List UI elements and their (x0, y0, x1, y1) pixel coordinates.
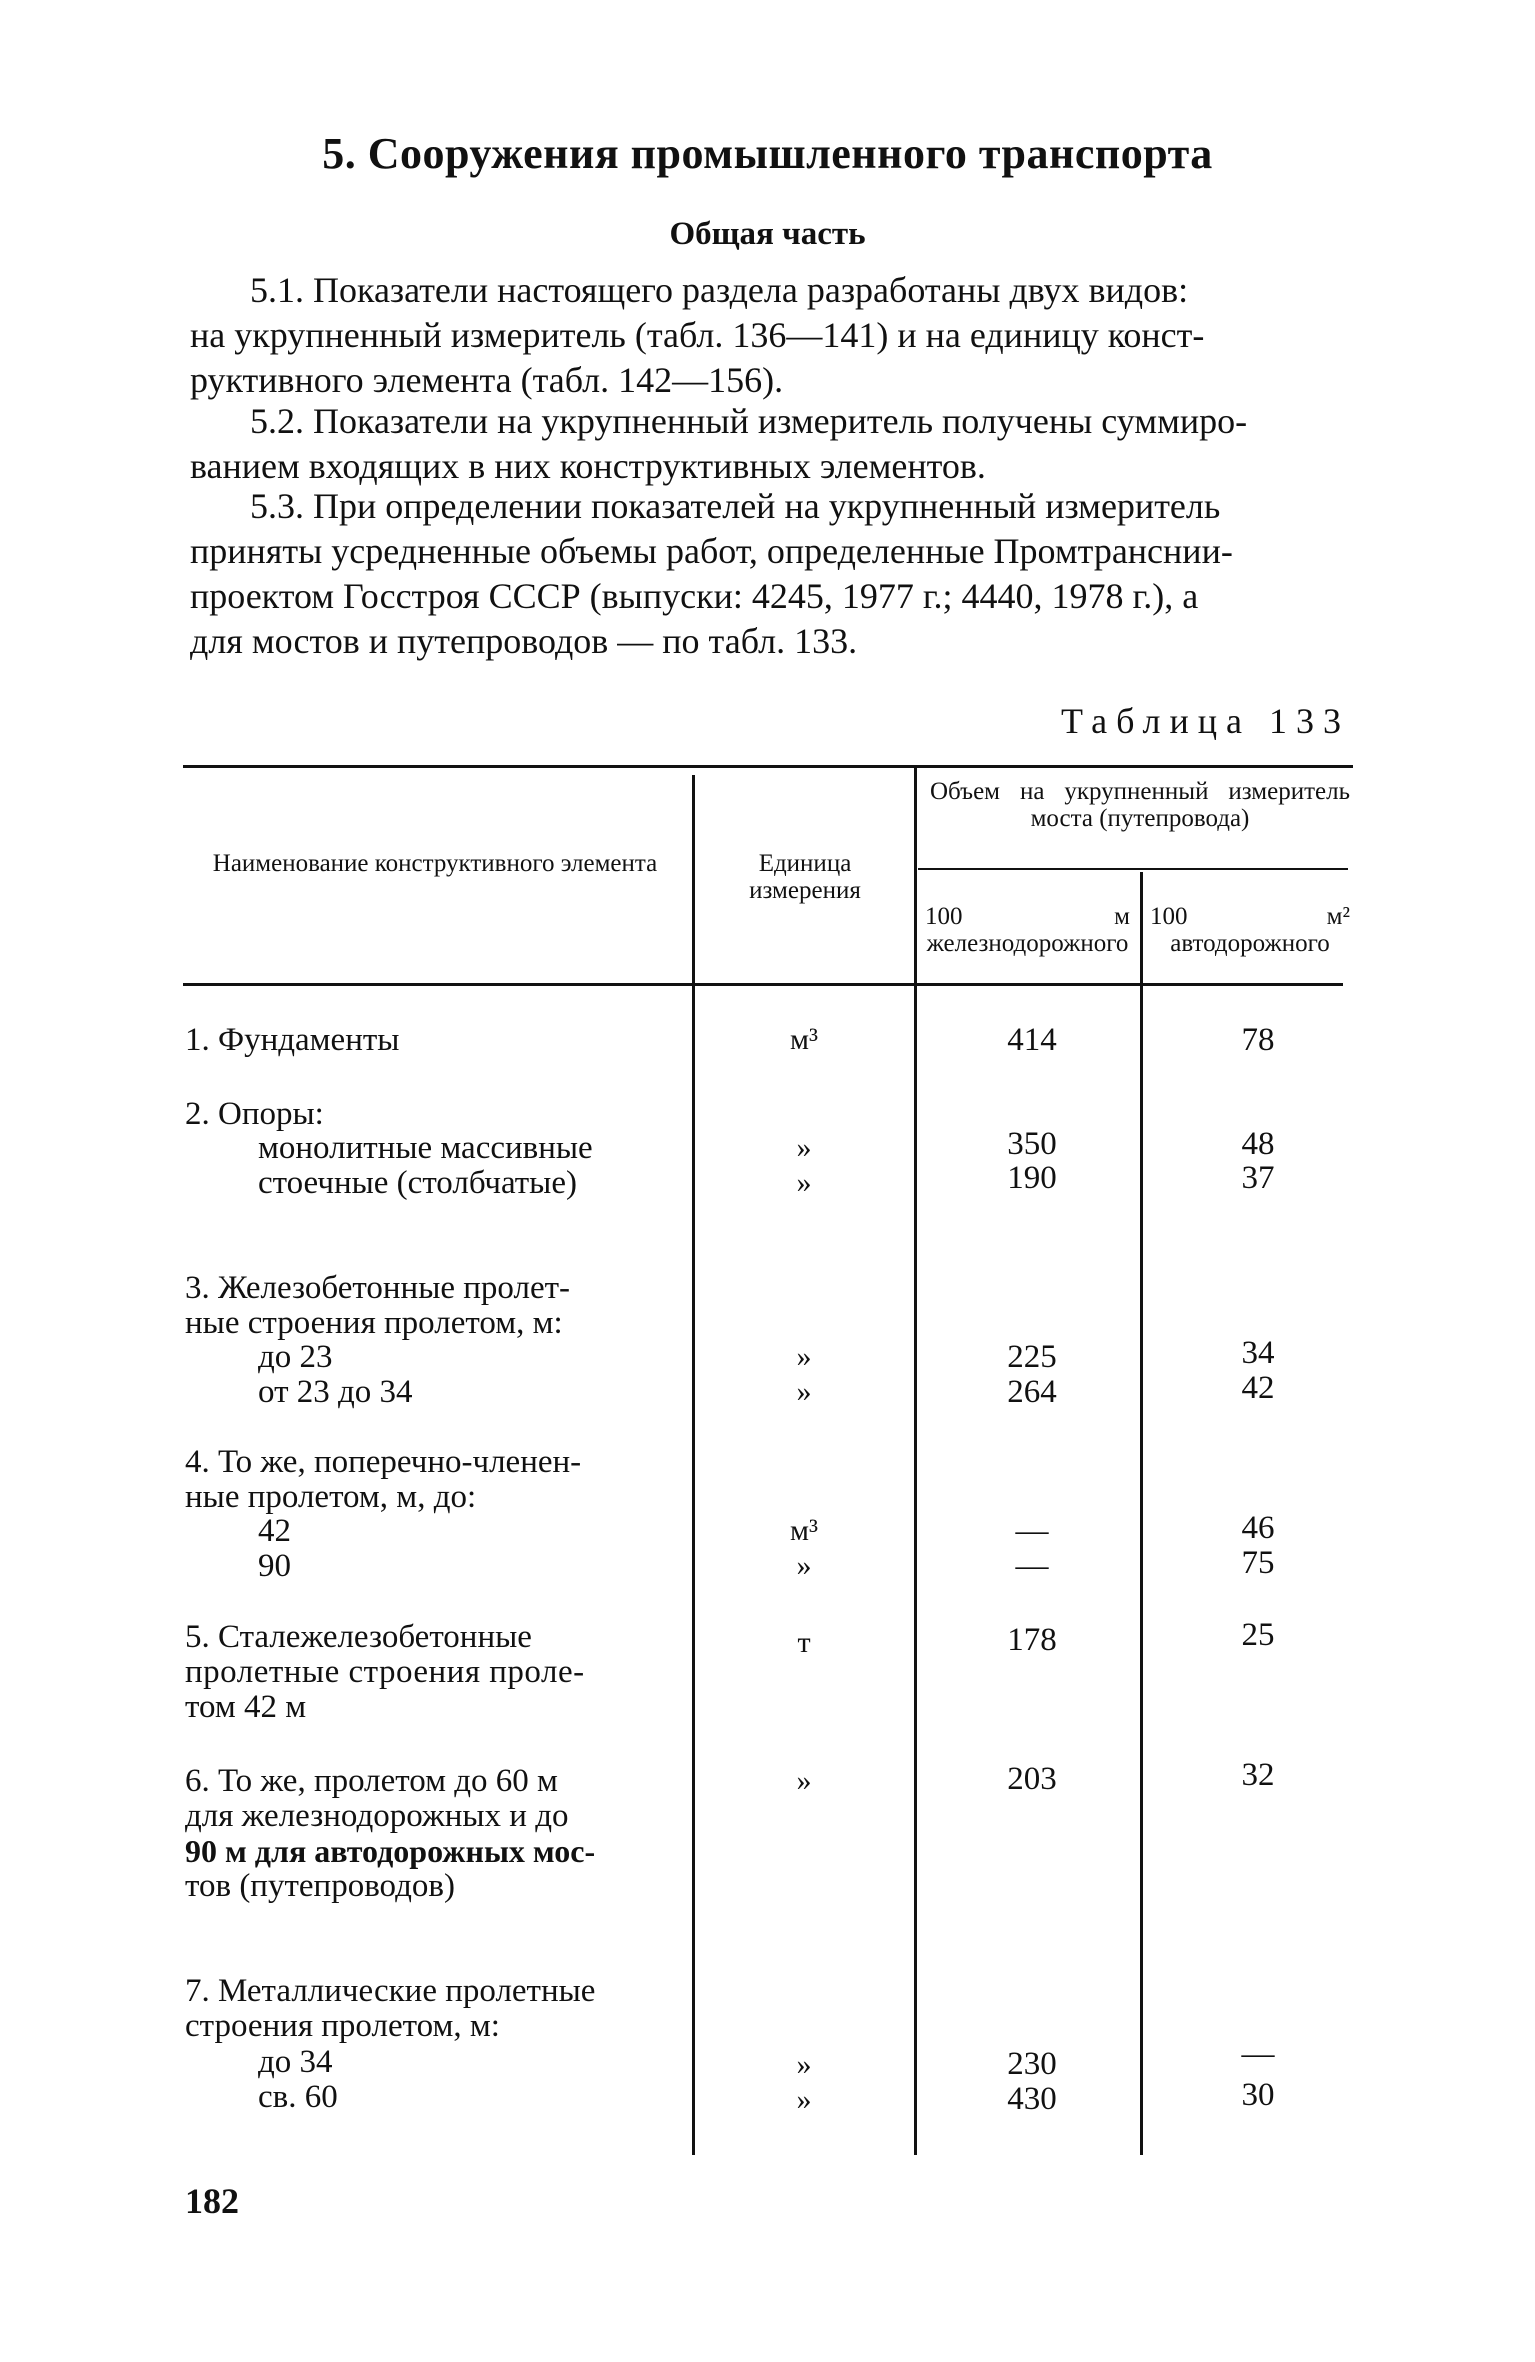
row-rail-value: 203 (1007, 1761, 1057, 1797)
header-name: Наименование конструктивного элемента (212, 850, 658, 877)
row-name: монолитные массивные (258, 1130, 593, 1166)
row-name: до 23 (258, 1339, 333, 1375)
paragraph-number: 5.1. (250, 270, 304, 310)
row-name: 42 (258, 1513, 291, 1549)
paragraph-line: ванием входящих в них конструктивных элементов. (190, 446, 986, 486)
row-unit: м³ (790, 1023, 818, 1056)
paragraph-5-3 (190, 484, 1350, 664)
row-unit: » (796, 1340, 812, 1373)
row-rail-value: 190 (1007, 1160, 1057, 1196)
row-name: 2. Опоры: (185, 1096, 324, 1132)
row-name: ные пролетом, м, до: (185, 1479, 477, 1515)
row-road-value: 32 (1241, 1757, 1275, 1793)
row-rail-value: 430 (1007, 2081, 1057, 2117)
row-rail-value: 230 (1007, 2046, 1057, 2082)
row-name: ные строения пролетом, м: (185, 1305, 563, 1341)
paragraph-line: Показатели настоящего раздела разработаны двух видов: (313, 270, 1189, 310)
header-rail: 100 м железнодорожного (925, 903, 1130, 957)
row-rail-value: 414 (1007, 1022, 1057, 1058)
row-name: стоечные (столбчатые) (258, 1165, 577, 1201)
header-group: Объем на укрупненный измеритель моста (путепровода) (930, 778, 1350, 832)
row-name: 7. Металлические пролетные (185, 1973, 596, 2009)
paragraph-line: Показатели на укрупненный измеритель получены суммиро- (313, 401, 1248, 441)
row-rail-value: 350 (1007, 1126, 1057, 1162)
table-column-divider (692, 775, 695, 2155)
row-unit: » (796, 1375, 812, 1408)
row-rail-value: 178 (1007, 1622, 1057, 1658)
table-top-rule (183, 765, 1353, 768)
row-name: для железнодорожных и до (185, 1798, 569, 1834)
row-name: 1. Фундаменты (185, 1022, 400, 1058)
row-name: 90 (258, 1548, 291, 1584)
row-unit: » (796, 1131, 812, 1164)
header-unit: Единица измерения (749, 850, 861, 904)
row-unit: » (796, 1166, 812, 1199)
row-unit: » (796, 1764, 812, 1797)
row-name: том 42 м (185, 1689, 307, 1725)
paragraph-line: на укрупненный измеритель (табл. 136—141) и на единицу конст- (190, 315, 1205, 355)
section-title: 5. Сооружения промышленного транспорта (322, 129, 1213, 178)
row-road-value: 30 (1241, 2077, 1275, 2113)
row-road-value: — (1241, 2036, 1275, 2072)
paragraph-5-2 (190, 399, 1350, 489)
row-unit: » (796, 2083, 812, 2116)
subsection-title: Общая часть (669, 216, 866, 252)
row-unit: » (796, 1549, 812, 1582)
row-road-value: 42 (1241, 1370, 1275, 1406)
row-unit: » (796, 2048, 812, 2081)
row-road-value: 78 (1241, 1022, 1275, 1058)
table-header-rule (183, 983, 1343, 986)
row-name: до 34 (258, 2044, 333, 2080)
row-road-value: 46 (1241, 1510, 1275, 1546)
row-name: 6. То же, пролетом до 60 м (185, 1763, 558, 1799)
row-unit: т (797, 1626, 811, 1659)
row-road-value: 75 (1241, 1545, 1275, 1581)
table-column-divider (1140, 872, 1143, 2155)
row-name: от 23 до 34 (258, 1374, 413, 1410)
paragraph-line: При определении показателей на укрупненный измеритель (313, 486, 1221, 526)
row-road-value: 34 (1241, 1335, 1275, 1371)
row-rail-value: — (1015, 1548, 1049, 1584)
row-rail-value: 225 (1007, 1339, 1057, 1375)
row-unit: м³ (790, 1514, 818, 1547)
row-road-value: 48 (1241, 1126, 1275, 1162)
row-road-value: 37 (1241, 1160, 1275, 1196)
paragraph-line: проектом Госстроя СССР (выпуски: 4245, 1977 г.; 4440, 1978 г.), а (190, 576, 1199, 616)
row-name: тов (путепроводов) (185, 1868, 455, 1904)
table-caption: Таблица 133 (1061, 701, 1350, 741)
row-name: пролетные строения проле- (185, 1654, 585, 1690)
paragraph-line: приняты усредненные объемы работ, определенные Промтранснии- (190, 531, 1233, 571)
row-rail-value: 264 (1007, 1374, 1057, 1410)
row-rail-value: — (1015, 1513, 1049, 1549)
paragraph-5-1 (190, 268, 1350, 403)
row-name: св. 60 (258, 2079, 338, 2115)
header-road: 100 м² автодорожного (1150, 903, 1350, 957)
paragraph-line: руктивного элемента (табл. 142—156). (190, 360, 784, 400)
row-name: 4. То же, поперечно-членен- (185, 1444, 582, 1480)
paragraph-line: для мостов и путепроводов — по табл. 133. (190, 621, 858, 661)
page-number: 182 (185, 2181, 239, 2221)
row-name: 90 м для автодорожных мос- (185, 1833, 596, 1869)
row-name: 5. Сталежелезобетонные (185, 1619, 532, 1655)
row-road-value: 25 (1241, 1617, 1275, 1653)
paragraph-number: 5.3. (250, 486, 304, 526)
paragraph-number: 5.2. (250, 401, 304, 441)
row-name: строения пролетом, м: (185, 2008, 500, 2044)
row-name: 3. Железобетонные пролет- (185, 1270, 571, 1306)
table-group-rule (918, 868, 1348, 870)
table-column-divider (914, 768, 917, 2155)
